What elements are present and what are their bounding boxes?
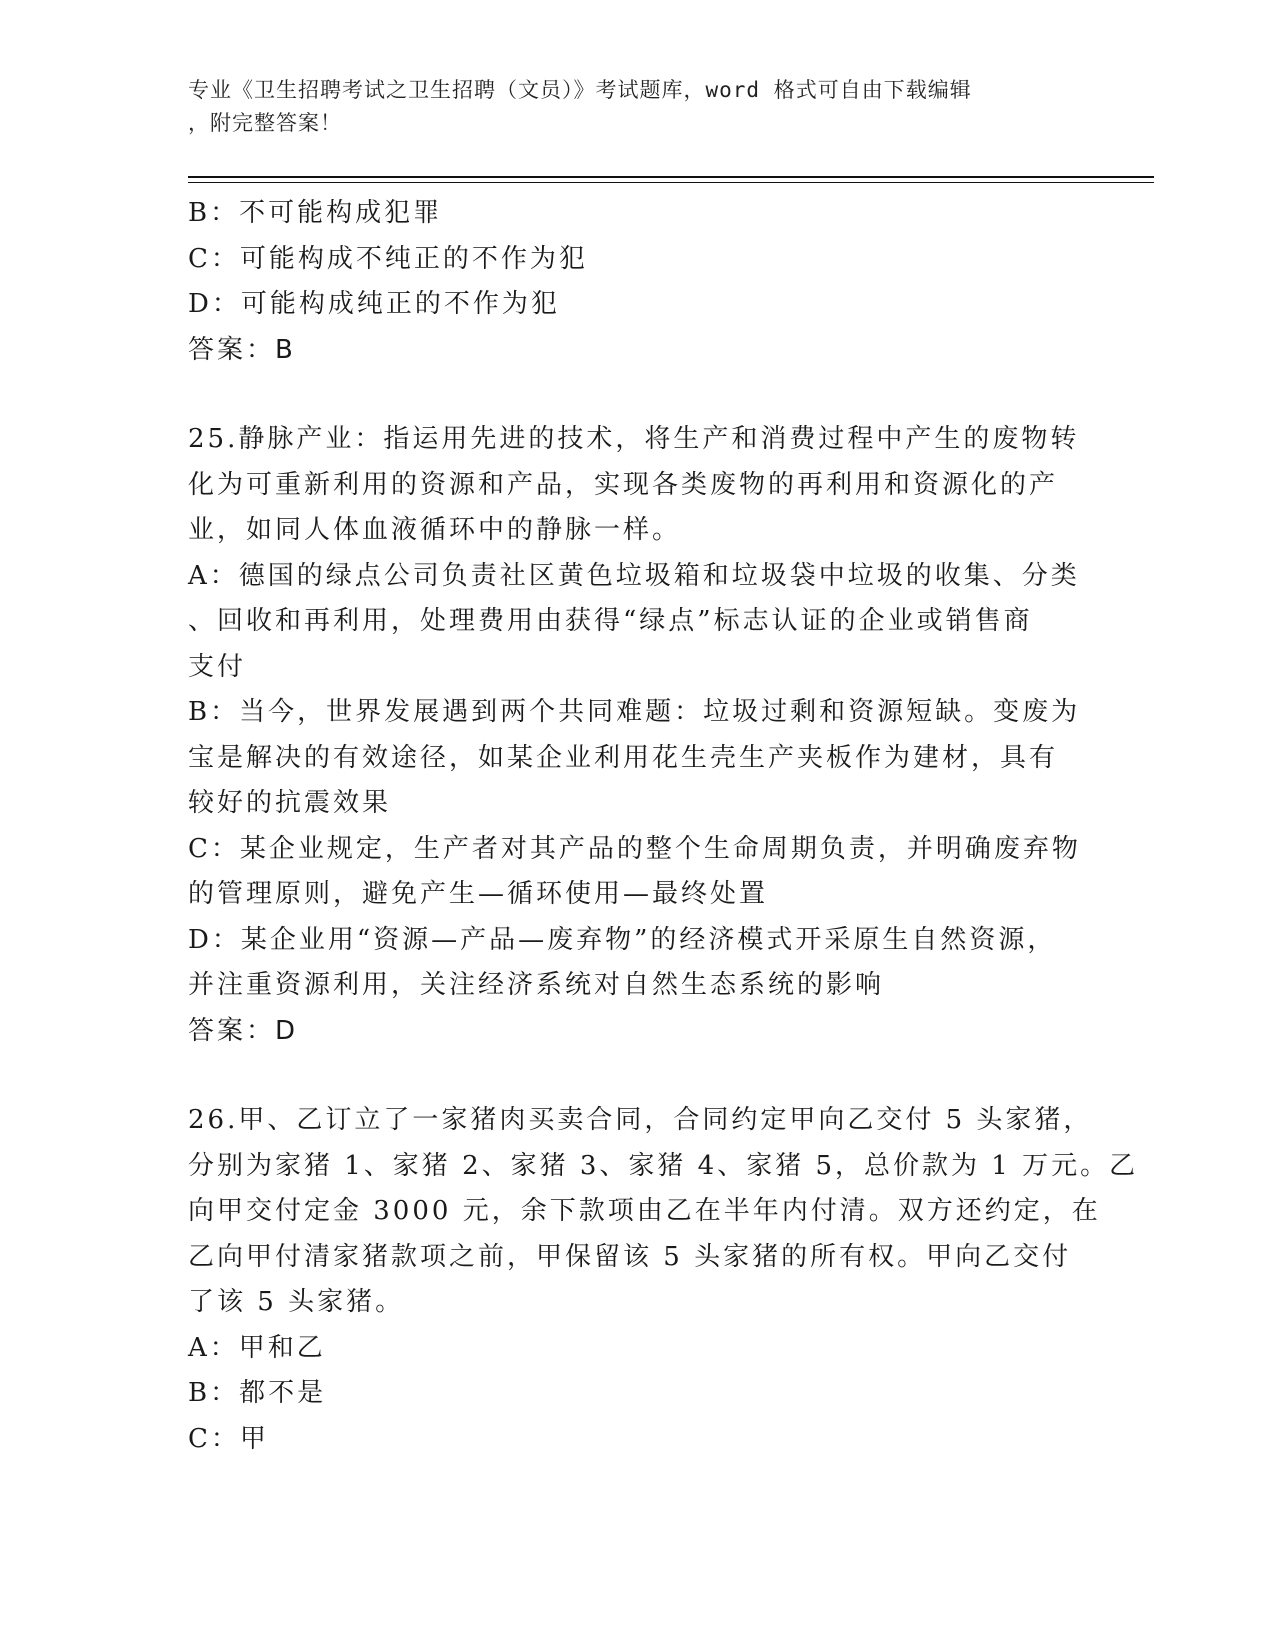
header-line-2: ，附完整答案！ — [188, 111, 342, 135]
q25-option-b-line: 宝是解决的有效途径，如某企业利用花生壳生产夹板作为建材，具有 — [188, 742, 1059, 773]
q25-option-a-line: 、回收和再利用，处理费用由获得“绿点”标志认证的企业或销售商 — [188, 606, 1033, 636]
q25-option-c-line: 的管理原则，避免产生—循环使用—最终处置 — [188, 879, 769, 909]
q25-stem-line: 25.静脉产业：指运用先进的技术，将生产和消费过程中产生的废物转 — [188, 424, 1080, 454]
prev-option-b: B：不可能构成犯罪 — [188, 198, 443, 228]
header-divider-thick — [188, 176, 1154, 178]
spacer — [188, 373, 1088, 417]
q26-option-c: C：甲 — [188, 1423, 269, 1454]
q25-option-a-line: 支付 — [188, 651, 247, 682]
q25-option-a-line: A：德国的绿点公司负责社区黄色垃圾箱和垃圾袋中垃圾的收集、分类 — [188, 560, 1080, 591]
q25-stem-line: 化为可重新利用的资源和产品，实现各类废物的再利用和资源化的产 — [188, 469, 1059, 500]
document-body — [188, 191, 1139, 1462]
prev-option-c: C：可能构成不纯正的不作为犯 — [188, 243, 588, 274]
q26-stem-line: 分别为家猪 1、家猪 2、家猪 3、家猪 4、家猪 5，总价款为 1 万元。乙 — [188, 1150, 1139, 1181]
header-line-1: 专业《卫生招聘考试之卫生招聘（文员）》考试题库，word 格式可自由下载编辑 — [188, 78, 972, 102]
prev-option-d: D：可能构成纯正的不作为犯 — [188, 289, 560, 319]
document-header — [188, 74, 1088, 140]
q25-option-b-line: 较好的抗震效果 — [188, 788, 392, 818]
q26-option-a: A：甲和乙 — [188, 1332, 326, 1363]
q25-option-c-line: C：某企业规定，生产者对其产品的整个生命周期负责，并明确废弃物 — [188, 833, 1081, 864]
q25-option-b-line: B：当今，世界发展遇到两个共同难题：垃圾过剩和资源短缺。变废为 — [188, 697, 1081, 727]
prev-answer: 答案：B — [188, 334, 296, 365]
q26-stem-line: 乙向甲付清家猪款项之前，甲保留该 5 头家猪的所有权。甲向乙交付 — [188, 1241, 1072, 1272]
spacer — [188, 1054, 1088, 1098]
q26-option-b: B：都不是 — [188, 1378, 327, 1408]
q25-answer: 答案：D — [188, 1015, 299, 1046]
q26-stem-line: 26.甲、乙订立了一家猪肉买卖合同，合同约定甲向乙交付 5 头家猪， — [188, 1105, 1093, 1135]
q26-stem-line: 向甲交付定金 3000 元，余下款项由乙在半年内付清。双方还约定，在 — [188, 1196, 1101, 1226]
q25-option-d-line: 并注重资源利用，关注经济系统对自然生态系统的影响 — [188, 970, 885, 1000]
q25-stem-line: 业，如同人体血液循环中的静脉一样。 — [188, 515, 682, 545]
q25-option-d-line: D：某企业用“资源—产品—废弃物”的经济模式开采原生自然资源， — [188, 924, 1057, 955]
q26-stem-line: 了该 5 头家猪。 — [188, 1287, 405, 1317]
header-divider-thin — [188, 182, 1154, 183]
